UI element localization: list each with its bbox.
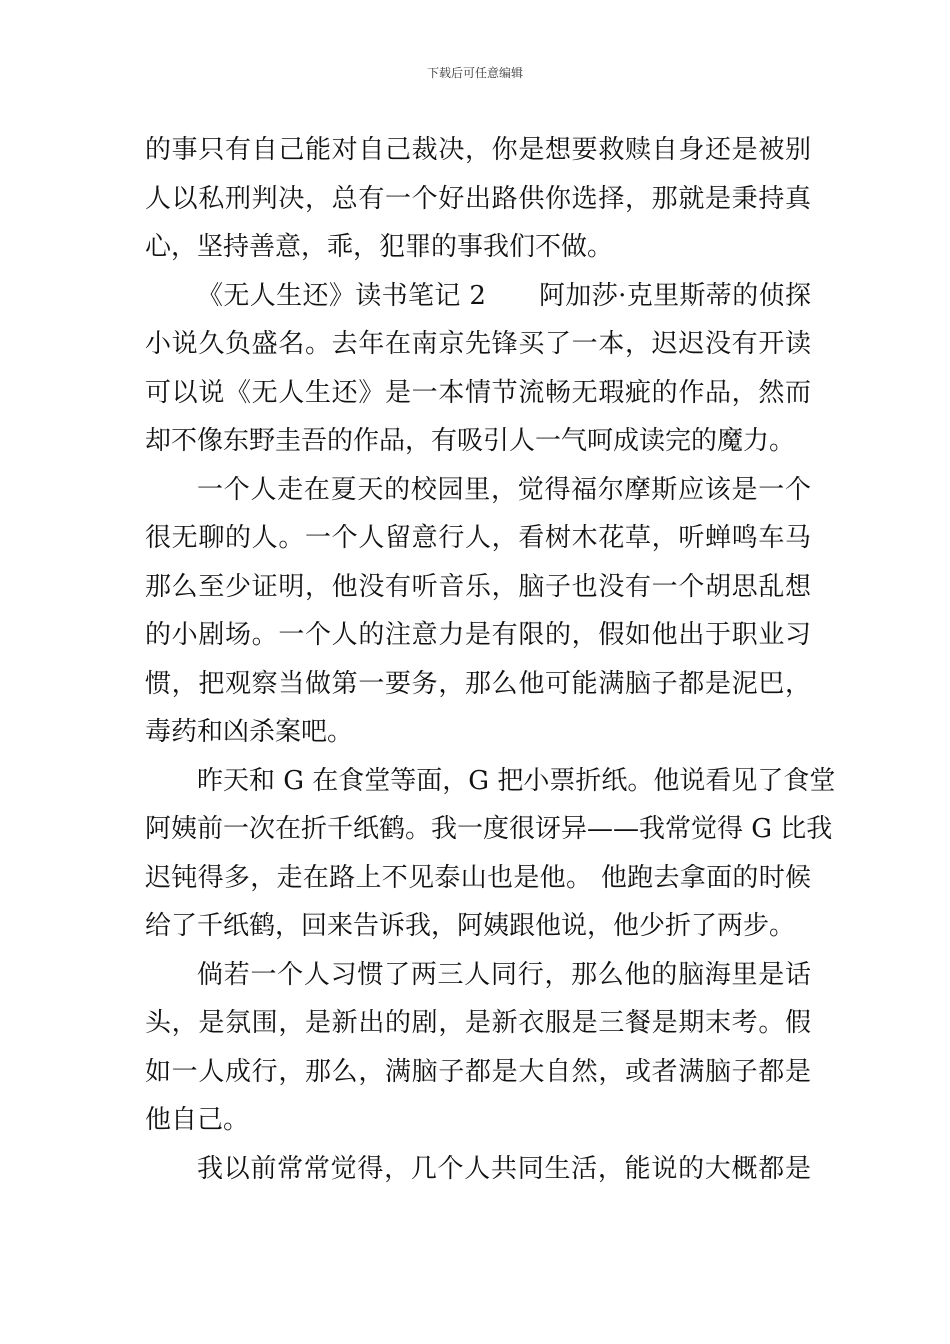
text-line: 那么至少证明，他没有听音乐，脑子也没有一个胡思乱想 (145, 571, 811, 602)
text-line: 如一人成行，那么，满脑子都是大自然，或者满脑子都是 (145, 1056, 811, 1087)
text-line: 倘若一个人习惯了两三人同行，那么他的脑海里是话 (197, 959, 811, 990)
text-line: 迟钝得多，走在路上不见泰山也是他。 他跑去拿面的时候 (145, 862, 811, 893)
text-line: 他自己。 (145, 1105, 250, 1135)
text-line: 心，坚持善意，乖，犯罪的事我们不做。 (145, 232, 614, 262)
text-line: 的事只有自己能对自己裁决，你是想要救赎自身还是被别 (145, 135, 811, 165)
text-line: 毒药和凶杀案吧。 (145, 717, 354, 747)
text-line: 昨天和 G 在食堂等面，G 把小票折纸。他说看见了食堂 (197, 765, 836, 796)
paragraph (145, 1145, 811, 1194)
paragraph (145, 466, 811, 757)
paragraph (145, 951, 811, 1145)
paragraph (145, 272, 811, 466)
paragraph (145, 757, 836, 951)
text-line: 给了千纸鹤，回来告诉我，阿姨跟他说，他少折了两步。 (145, 911, 796, 941)
text-line: 《无人生还》读书笔记 2 阿加莎·克里斯蒂的侦探 (197, 280, 811, 311)
page-header: 下载后可任意编辑 (426, 66, 523, 80)
text-line: 头，是氛围，是新出的剧，是新衣服是三餐是期末考。假 (145, 1008, 811, 1038)
text-line: 我以前常常觉得，几个人共同生活，能说的大概都是 (197, 1153, 811, 1184)
text-line: 阿姨前一次在折千纸鹤。我一度很讶异——我常觉得 G 比我 (145, 814, 833, 844)
text-line: 小说久负盛名。去年在南京先锋买了一本，迟迟没有开读 (145, 329, 811, 359)
text-line: 一个人走在夏天的校园里，觉得福尔摩斯应该是一个 (197, 474, 811, 505)
text-line: 可以说《无人生还》是一本情节流畅无瑕疵的作品，然而 (145, 377, 811, 408)
document-body (145, 126, 836, 1193)
text-line: 却不像东野圭吾的作品，有吸引人一气呵成读完的魔力。 (145, 426, 796, 456)
text-line: 人以私刑判决，总有一个好出路供你选择，那就是秉持真 (145, 183, 811, 214)
text-line: 很无聊的人。一个人留意行人，看树木花草，听蝉鸣车马 (145, 523, 811, 553)
paragraph (145, 126, 811, 272)
text-line: 惯，把观察当做第一要务，那么他可能满脑子都是泥巴， (145, 668, 811, 699)
text-line: 的小剧场。一个人的注意力是有限的，假如他出于职业习 (145, 620, 811, 650)
